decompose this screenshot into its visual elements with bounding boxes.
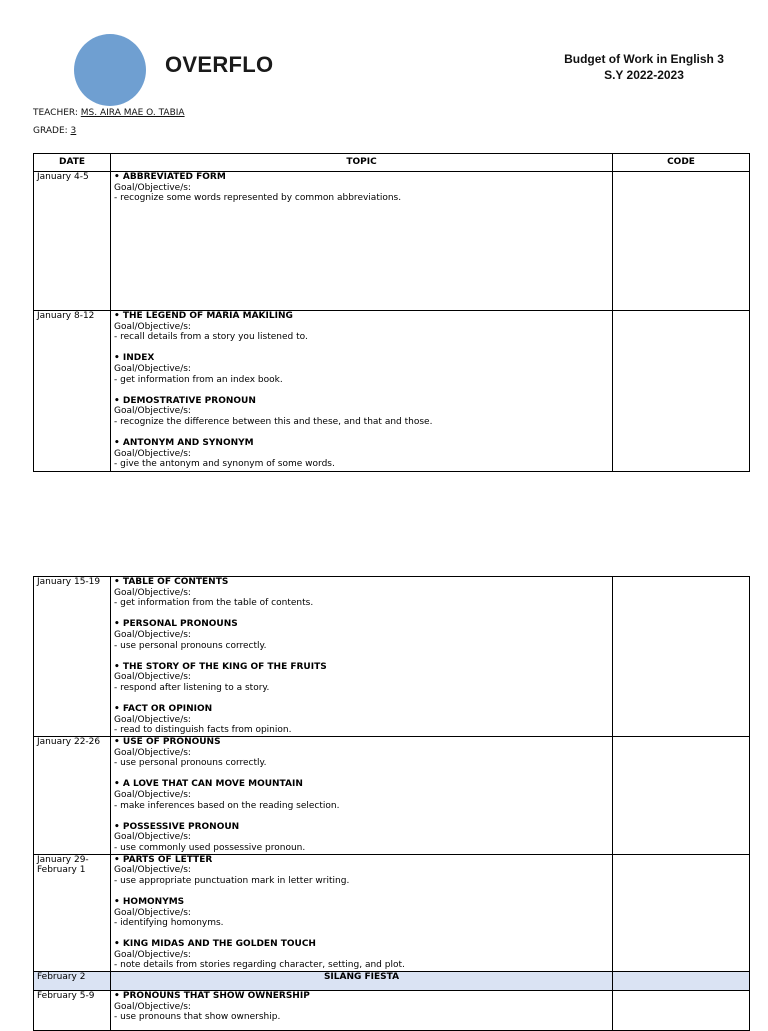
topic-title: • PRONOUNS THAT SHOW OWNERSHIP [114,991,310,1002]
code-cell [613,172,750,311]
date-cell: January 8-12 [34,311,111,472]
topic-title: • KING MIDAS AND THE GOLDEN TOUCH [114,939,316,950]
code-cell [613,991,750,1031]
goal-label: Goal/Objective/s: [114,714,191,725]
topic-item [114,311,609,343]
topic-title: • USE OF PRONOUNS [114,737,221,747]
table-row [34,737,750,855]
grade-label: GRADE: [33,126,71,136]
teacher-label: TEACHER: [33,108,81,118]
table-row [34,854,750,972]
topic-item [114,662,609,694]
topic-cell [111,311,613,472]
code-cell [613,972,750,991]
goal-label: Goal/Objective/s: [114,406,191,417]
topic-title: • HOMONYMS [114,896,185,907]
goal-label: Goal/Objective/s: [114,747,191,758]
goal-label: Goal/Objective/s: [114,587,191,598]
document-header [560,51,728,83]
budget-table-page-2 [33,576,750,1031]
code-cell [613,577,750,737]
objective-text: - give the antonym and synonym of some words. [114,459,335,470]
table-row [34,991,750,1031]
teacher-value: MS. AIRA MAE O. TABIA [80,108,185,118]
budget-table-page-1 [33,153,750,472]
topic-cell [111,172,613,311]
topic-title: • INDEX [114,353,155,364]
objective-text: - make inferences based on the reading selection. [114,800,340,811]
brand-name: OVERFLO [165,52,274,77]
topic-title: • ANTONYM AND SYNONYM [114,438,254,449]
objective-text: - read to distinguish facts from opinion. [114,725,292,736]
goal-label: Goal/Objective/s: [114,1001,191,1012]
topic-cell [111,854,613,972]
topic-title: • FACT OR OPINION [114,704,213,715]
topic-item [114,822,609,854]
objective-text: - recognize some words represented by common abbreviations. [114,193,402,204]
topic-title: • PARTS OF LETTER [114,854,213,865]
objective-text: - use appropriate punctuation mark in letter writing. [114,875,350,886]
topic-cell [111,737,613,855]
school-year: S.Y 2022-2023 [604,68,684,82]
goal-label: Goal/Objective/s: [114,832,191,843]
topic-title: • TABLE OF CONTENTS [114,577,229,587]
objective-text: - identifying homonyms. [114,918,224,929]
goal-label: Goal/Objective/s: [114,363,191,374]
objective-text: - recognize the difference between this and these, and that and those. [114,416,433,427]
table-header-row [34,154,750,172]
code-cell [613,737,750,855]
holiday-row [34,972,750,991]
topic-cell [111,991,613,1031]
topic-item [114,619,609,651]
topic-item [114,991,609,1023]
topic-title: • POSSESSIVE PRONOUN [114,821,240,832]
date-cell: February 2 [34,972,111,991]
objective-text: - get information from an index book. [114,374,283,385]
topic-title: • A LOVE THAT CAN MOVE MOUNTAIN [114,779,303,790]
objective-text: - recall details from a story you listened to. [114,332,308,343]
column-header-date: DATE [34,154,111,172]
topic-item [114,353,609,385]
objective-text: - note details from stories regarding character, setting, and plot. [114,960,405,971]
table-body [34,577,750,1031]
logo-circle [74,34,146,106]
topic-title: • PERSONAL PRONOUNS [114,619,238,630]
topic-title: • THE LEGEND OF MARIA MAKILING [114,311,293,321]
topic-item [114,779,609,811]
objective-text: - use commonly used possessive pronoun. [114,842,306,853]
code-cell [613,854,750,972]
document-title: Budget of Work in English 3 [564,52,724,66]
teacher-line [33,108,185,118]
code-cell [613,311,750,472]
date-cell: January 15-19 [34,577,111,737]
objective-text: - respond after listening to a story. [114,682,270,693]
date-cell: January 4-5 [34,172,111,311]
column-header-topic: TOPIC [111,154,613,172]
table-row [34,577,750,737]
grade-line [33,126,76,136]
topic-title: • ABBREVIATED FORM [114,172,226,182]
goal-label: Goal/Objective/s: [114,672,191,683]
date-cell: January 29- February 1 [34,854,111,972]
table-row [34,172,750,311]
table-row [34,311,750,472]
topic-item [114,577,609,609]
objective-text: - use personal pronouns correctly. [114,640,267,651]
column-header-code: CODE [613,154,750,172]
date-cell: January 22-26 [34,737,111,855]
goal-label: Goal/Objective/s: [114,321,191,332]
goal-label: Goal/Objective/s: [114,789,191,800]
topic-item [114,897,609,929]
date-cell: February 5-9 [34,991,111,1031]
goal-label: Goal/Objective/s: [114,182,191,193]
topic-title: • DEMOSTRATIVE PRONOUN [114,395,256,406]
topic-item [114,939,609,971]
goal-label: Goal/Objective/s: [114,448,191,459]
table-body [34,172,750,472]
topic-title: • THE STORY OF THE KING OF THE FRUITS [114,661,327,672]
topic-item [114,396,609,428]
objective-text: - get information from the table of contents. [114,598,314,609]
goal-label: Goal/Objective/s: [114,865,191,876]
topic-item [114,855,609,887]
goal-label: Goal/Objective/s: [114,907,191,918]
objective-text: - use pronouns that show ownership. [114,1012,281,1023]
goal-label: Goal/Objective/s: [114,629,191,640]
topic-item [114,704,609,736]
objective-text: - use personal pronouns correctly. [114,758,267,769]
holiday-label: SILANG FIESTA [111,972,613,991]
topic-item [114,737,609,769]
topic-item [114,172,609,204]
topic-item [114,438,609,470]
goal-label: Goal/Objective/s: [114,949,191,960]
topic-cell [111,577,613,737]
grade-value: 3 [70,126,77,136]
